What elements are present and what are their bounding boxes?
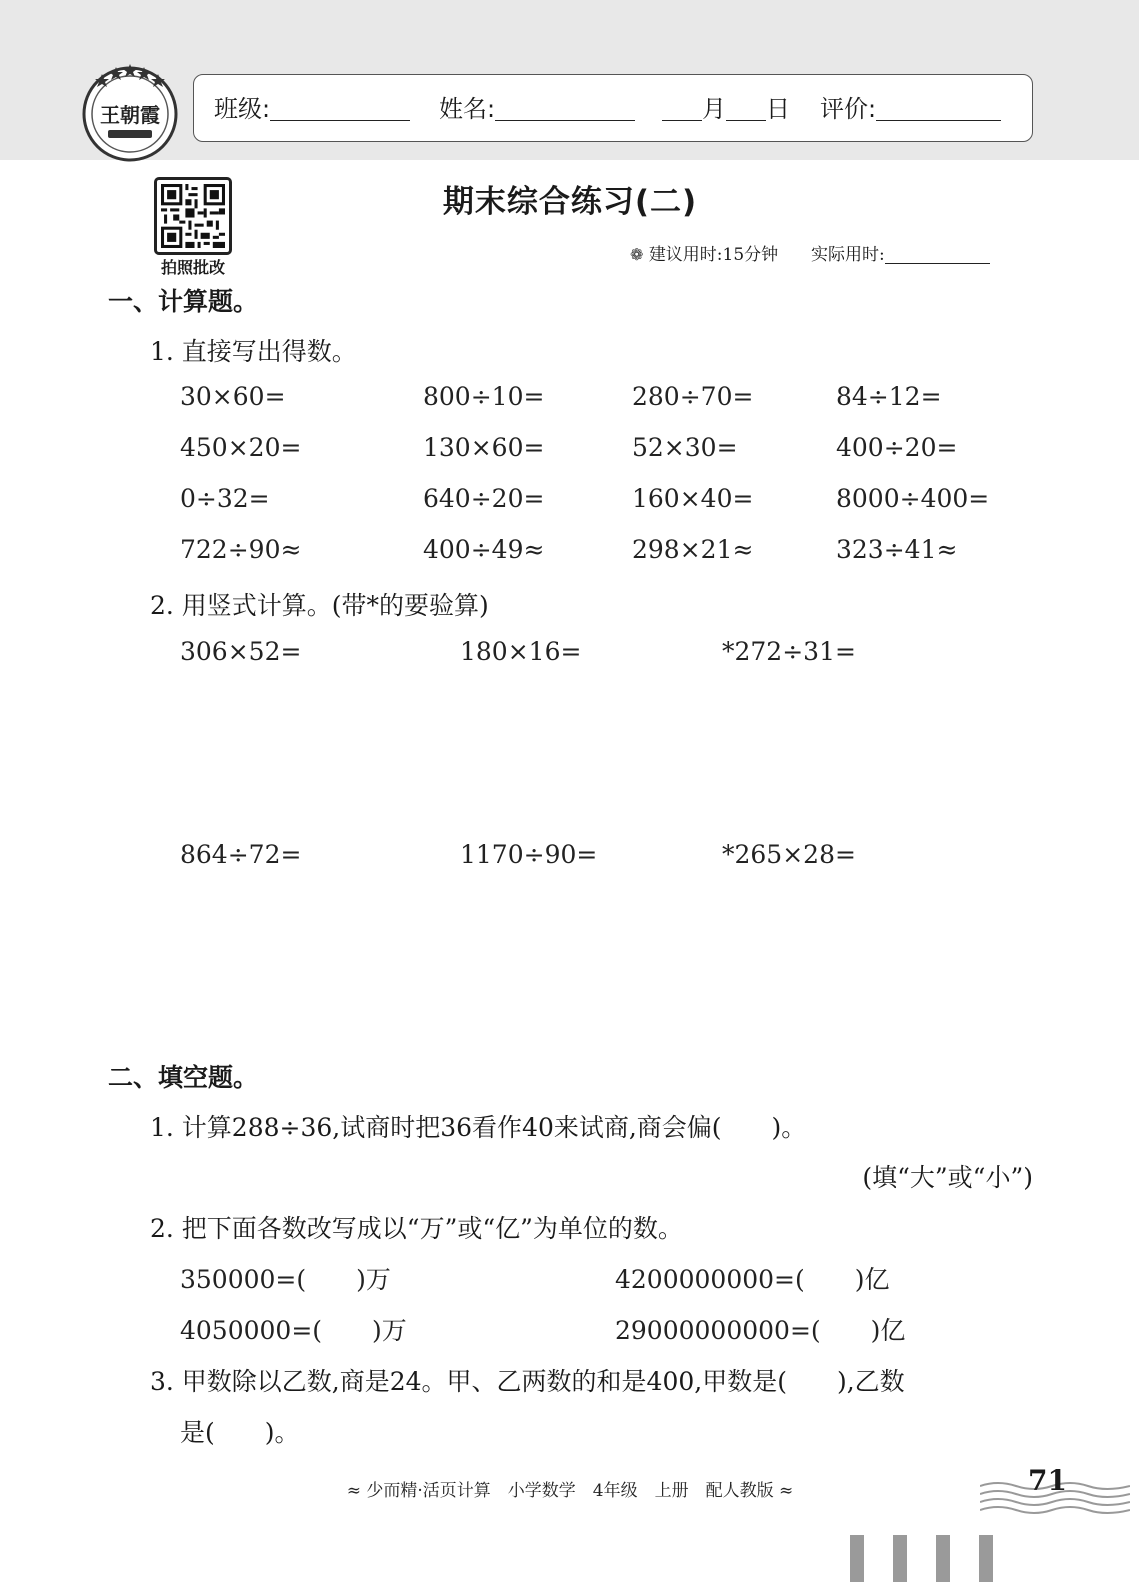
- question-2-2-label: 2. 把下面各数改写成以“万”或“亿”为单位的数。: [150, 1214, 683, 1243]
- question-2-1: 1. 计算288÷36,试商时把36看作40来试商,商会偏( )。: [150, 1113, 807, 1142]
- unit-convert-item: 350000=( )万: [180, 1265, 391, 1294]
- student-info-box: [193, 74, 1033, 142]
- section-1-title: 一、计算题。: [108, 287, 259, 316]
- suggested-time: 建议用时:15分钟: [648, 245, 779, 265]
- time-row: [630, 240, 990, 265]
- mental-calc-item: 160×40=: [632, 484, 754, 513]
- question-1-1-label: 1. 直接写出得数。: [150, 337, 357, 366]
- question-2-3-line1: 3. 甲数除以乙数,商是24。甲、乙两数的和是400,甲数是( ),乙数: [150, 1367, 905, 1396]
- name-label: 姓名:: [439, 95, 496, 123]
- name-blank[interactable]: [495, 97, 635, 121]
- mental-calc-item: 30×60=: [180, 382, 286, 411]
- mental-calc-item: 450×20=: [180, 433, 302, 462]
- unit-convert-item: 4050000=( )万: [180, 1316, 407, 1345]
- qr-label: 拍照批改: [160, 258, 225, 277]
- actual-time-label: 实际用时:: [810, 245, 885, 265]
- vertical-calc-item: 864÷72=: [180, 840, 302, 869]
- logo-text: 王朝霞: [100, 103, 160, 127]
- actual-time-blank[interactable]: [885, 246, 990, 264]
- qr-code-icon[interactable]: [154, 177, 232, 255]
- flower-icon: ❁: [630, 245, 644, 264]
- mental-calc-item: 400÷20=: [836, 433, 958, 462]
- class-field[interactable]: [214, 95, 410, 123]
- rating-label: 评价:: [820, 95, 877, 123]
- mental-calc-item: 130×60=: [423, 433, 545, 462]
- mental-calc-item: 84÷12=: [836, 382, 942, 411]
- unit-convert-item: 4200000000=( )亿: [615, 1265, 890, 1294]
- page-title: 期末综合练习(二): [442, 184, 698, 220]
- vertical-calc-item: *265×28=: [722, 840, 856, 869]
- edge-bars-decoration: [845, 1530, 1005, 1582]
- day-blank[interactable]: [726, 97, 766, 121]
- month-blank[interactable]: [662, 97, 702, 121]
- class-label: 班级:: [214, 95, 271, 123]
- month-label: 月: [702, 95, 726, 123]
- footer-text: ≈ 少而精·活页计算 小学数学 4年级 上册 配人教版 ≈: [346, 1481, 794, 1501]
- rating-blank[interactable]: [876, 97, 1001, 121]
- mental-calc-item: 280÷70=: [632, 382, 754, 411]
- mental-calc-item: 640÷20=: [423, 484, 545, 513]
- unit-convert-item: 29000000000=( )亿: [615, 1316, 906, 1345]
- vertical-calc-item: 180×16=: [460, 637, 582, 666]
- publisher-logo-icon: [80, 62, 180, 162]
- mental-calc-item: 52×30=: [632, 433, 738, 462]
- rating-field[interactable]: [820, 95, 1001, 123]
- name-field[interactable]: [439, 95, 635, 123]
- section-2-title: 二、填空题。: [108, 1063, 259, 1092]
- page-number: 71: [1028, 1464, 1067, 1497]
- vertical-calc-item: *272÷31=: [722, 637, 856, 666]
- mental-calc-item: 400÷49≈: [423, 535, 545, 564]
- day-label: 日: [766, 95, 790, 123]
- mental-calc-item: 800÷10=: [423, 382, 545, 411]
- class-blank[interactable]: [270, 97, 410, 121]
- question-2-3-line2: 是( )。: [180, 1418, 300, 1447]
- date-field[interactable]: [662, 95, 790, 123]
- question-1-2-label: 2. 用竖式计算。(带*的要验算): [150, 591, 489, 620]
- mental-calc-item: 298×21≈: [632, 535, 754, 564]
- mental-calc-item: 323÷41≈: [836, 535, 958, 564]
- mental-calc-item: 722÷90≈: [180, 535, 302, 564]
- mental-calc-item: 0÷32=: [180, 484, 270, 513]
- vertical-calc-item: 306×52=: [180, 637, 302, 666]
- question-2-1-hint: (填“大”或“小”): [862, 1163, 1033, 1192]
- mental-calc-item: 8000÷400=: [836, 484, 990, 513]
- vertical-calc-item: 1170÷90=: [460, 840, 598, 869]
